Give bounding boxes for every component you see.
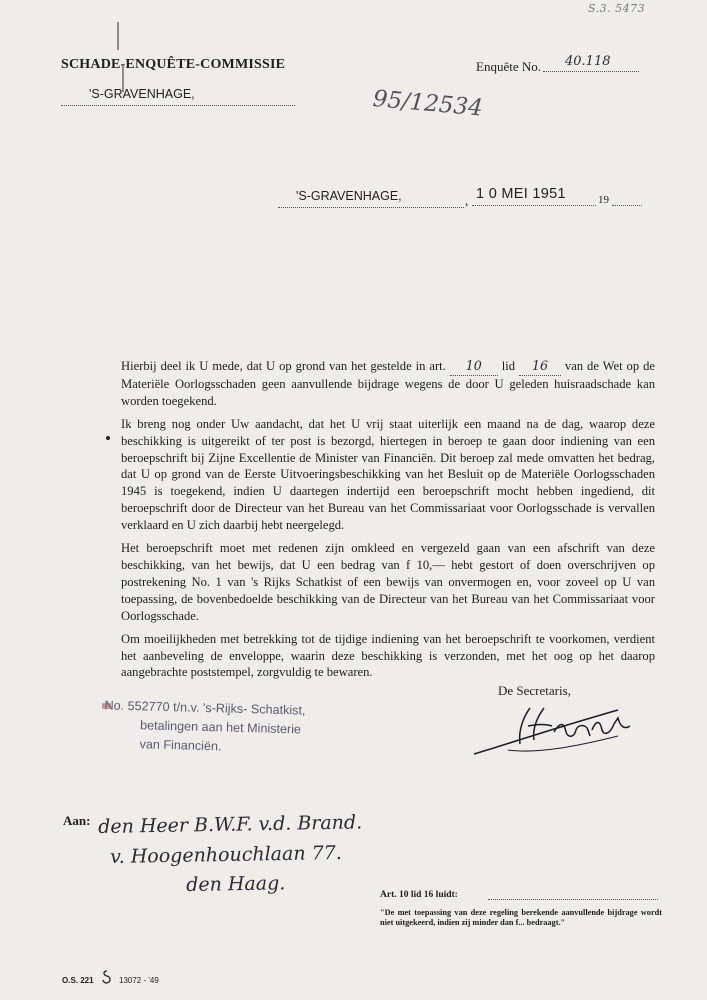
print-number: 13072 - '49 xyxy=(119,976,159,985)
secretary-signature xyxy=(468,700,638,762)
dateline-city: 'S-GRAVENHAGE, xyxy=(296,189,402,203)
addressee-street: v. Hoogenhouchlaan 77. xyxy=(110,841,343,868)
article-number: 10 xyxy=(465,358,482,373)
lid-number: 16 xyxy=(531,358,548,373)
signatory-title: De Secretaris, xyxy=(498,683,571,698)
paragraph-requirements: Het beroepschrift moet met redenen zijn omkleed en vergezeld gaan van een afschrift van deze beschikking, van het bewijs, dat U een bedrag van f 10,— hebt gestort of doen overschrijven op postrekening No. 1 van 's Rijks Schatkist of een bewijs van onvermogen en, voor zoveel op U van toepassing, de bovenbedoelde beschikking van de Directeur van het Bureau van het Commissariaat voor Oorlogsschade. xyxy=(121,541,655,623)
footnote-text: "De met toepassing van deze regeling berekende aanvullende bijdrage wordt niet uitgekeerd, indien zij minder dan f... bedraagt." xyxy=(380,908,662,927)
addressee-label: Aan: xyxy=(63,813,91,828)
enquete-number: 40.118 xyxy=(565,54,611,69)
file-reference: 95/12534 xyxy=(371,86,484,122)
commission-name: SCHADE-ENQUÊTE-COMMISSIE xyxy=(61,57,286,72)
enquete-number-field xyxy=(543,56,639,72)
date-field xyxy=(472,186,596,206)
printer-logo-icon xyxy=(101,970,113,984)
letterhead-city xyxy=(61,86,295,106)
letter-body xyxy=(121,358,655,687)
margin-mark xyxy=(106,436,110,440)
addressee-name: den Heer B.W.F. v.d. Brand. xyxy=(98,811,363,838)
year-suffix: 19 xyxy=(598,194,609,206)
paragraph-decision: Hierbij deel ik U mede, dat U op grond van het gestelde in art. 10 lid 16 van de Wet op de Materiële Oorlogsschaden geen aanvullende bijdrage wegens de door U geleden huisraadschade kan worden toegekend. xyxy=(121,358,655,408)
dateline-city-field xyxy=(278,188,464,208)
letterhead-city-text: 'S-GRAVENHAGE, xyxy=(89,87,195,101)
footnote-heading: Art. 10 lid 16 luidt: xyxy=(380,890,458,900)
addressee-city: den Haag. xyxy=(186,872,286,896)
staple-mark xyxy=(117,22,119,50)
stamp-line: betalingen aan het Ministerie xyxy=(139,718,302,737)
enquete-label: Enquête No. xyxy=(476,59,541,74)
paragraph-envelope: Om moeilijkheden met betrekking tot de tijdige indiening van het beroepschrift te voorkomen, verdient het aanbeveling de enveloppe, waarin deze beschikking is verzonden, met het oog op het daarop aangebrachte poststempel, zorgvuldig te bewaren. xyxy=(121,631,655,680)
stamp-line: No. 552770 t/n.v. 's-Rijks- Schatkist, xyxy=(104,698,306,718)
payment-stamp xyxy=(103,696,384,760)
stamp-line: van Financiën. xyxy=(139,737,222,754)
archive-reference: S.3. 5473 xyxy=(588,2,646,15)
form-code: O.S. 221 xyxy=(62,976,94,985)
paragraph-appeal: Ik breng nog onder Uw aandacht, dat het U vrij staat uiterlijk een maand na de dag, waarop deze beschikking is uitgereikt of ter post is bezorgd, hiertegen in beroep te gaan door indiening van een beroepschrift bij Zijne Excellentie de Minister van Financiën. Dit beroep zal mede omvatten het bedrag, dat U op grond van de Eerste Uitvoeringsbeschikking van het Besluit op de Materiële Oorlogsschaden 1945 is toegekend, indien U daartegen indertijd een beroepschrift mocht hebben ingediend, dit beroepschrift door de Directeur van het Bureau van het Commissariaat voor Oorlogsschade is vervallen verklaard en U zich daarbij hebt neergelegd. xyxy=(121,416,655,533)
date-stamp: 1 0 MEI 1951 xyxy=(476,186,566,202)
